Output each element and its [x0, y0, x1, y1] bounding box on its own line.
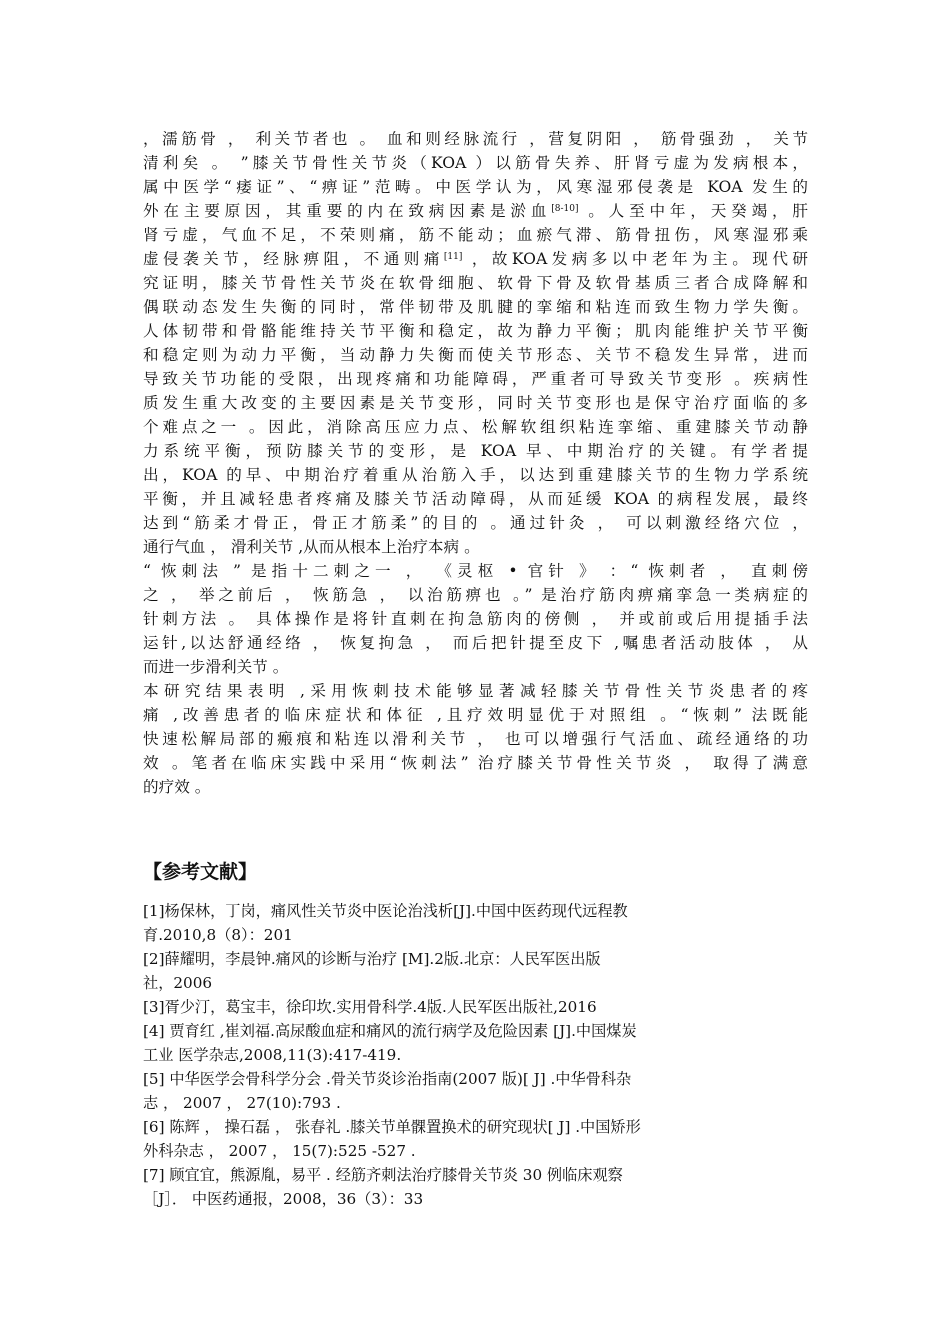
body-text-segment: 外在主要原因，其重要的内在致病因素是淤血 — [143, 202, 552, 220]
body-line: 肾亏虚，气血不足，不荣则痛，筋不能动；血瘀气滞、筋骨扭伤，风寒湿邪乘 — [143, 226, 808, 244]
body-text-segment: 。人至中年，天癸竭，肝 — [578, 202, 808, 220]
reference-line: [6] 陈辉 ， 操石磊 ， 张春礼 .膝关节单髁置换术的研究现状[ J] .中国矫形 — [143, 1118, 641, 1136]
body-line: 痛 ,改善患者的临床症状和体征 ,且疗效明显优于对照组 。“恢刺” 法既能 — [143, 706, 808, 724]
body-line: 之 ， 举之前后 ， 恢筋急 ， 以治筋痹也 。” 是治疗筋肉痹痛挛急一类病症的 — [143, 586, 808, 604]
reference-line: 志 ， 2007 ， 27(10):793 . — [143, 1094, 341, 1112]
reference-line: 工业 医学杂志,2008,11(3):417-419. — [143, 1046, 402, 1064]
citation-superscript: [11] — [443, 252, 463, 262]
body-line: 效 。笔者在临床实践中采用“恢刺法” 治疗膝关节骨性关节炎 ， 取得了满意 — [143, 754, 808, 772]
reference-line: 社，2006 — [143, 974, 213, 992]
references-heading: 【参考文献】 — [143, 861, 258, 883]
reference-line: [1]杨保林，丁岗，痛风性关节炎中医论治浅析[J].中国中医药现代远程教 — [143, 902, 628, 920]
body-line: 偶联动态发生失衡的同时，常伴韧带及肌腱的挛缩和粘连而致生物力学失衡。 — [143, 298, 808, 316]
body-line: 人体韧带和骨骼能维持关节平衡和稳定，故为静力平衡；肌肉能维护关节平衡 — [143, 322, 808, 340]
body-line: 究证明，膝关节骨性关节炎在软骨细胞、软骨下骨及软骨基质三者合成降解和 — [143, 274, 808, 292]
body-line: 清利矣 。 ”膝关节骨性关节炎（KOA ）以筋骨失养、肝肾亏虚为发病根本， — [143, 154, 808, 172]
reference-line: ［J］． 中医药通报，2008，36（3）：33 — [143, 1190, 424, 1208]
body-line: 运针,以达舒通经络 ， 恢复拘急 ， 而后把针提至皮下 ,嘱患者活动肢体 ， 从 — [143, 634, 808, 652]
reference-line: [3]胥少汀，葛宝丰，徐印坎.实用骨科学.4版.人民军医出版社,2016 — [143, 998, 597, 1016]
reference-line: [4] 贾育红 ,崔刘福.高尿酸血症和痛风的流行病学及危险因素 [J].中国煤炭 — [143, 1022, 637, 1040]
citation-superscript: [8-10] — [551, 204, 579, 214]
reference-line: 外科杂志 ， 2007 ， 15(7):525 -527 . — [143, 1142, 416, 1160]
body-line: 的疗效 。 — [143, 778, 211, 796]
body-line: 出，KOA 的早、中期治疗着重从治筋入手，以达到重建膝关节的生物力学系统 — [143, 466, 808, 484]
reference-line: [2]薛耀明，李晨钟.痛风的诊断与治疗 [M].2版.北京：人民军医出版 — [143, 950, 601, 968]
body-line: 而进一步滑利关节 。 — [143, 658, 289, 676]
body-line: 达到“筋柔才骨正，骨正才筋柔”的目的 。通过针灸 ， 可以刺激经络穴位 ， — [143, 514, 808, 532]
body-line: 导致关节功能的受限，出现疼痛和功能障碍，严重者可导致关节变形 。疾病性 — [143, 370, 808, 388]
reference-line: [5] 中华医学会骨科学分会 .骨关节炎诊治指南(2007 版)[ J] .中华骨科杂 — [143, 1070, 632, 1088]
reference-line: 育.2010,8（8）：201 — [143, 926, 293, 944]
body-line: 个难点之一 。因此，消除高压应力点、松解软组织粘连挛缩、重建膝关节动静 — [143, 418, 808, 436]
body-line: 快速松解局部的瘢痕和粘连以滑利关节 ， 也可以增强行气活血、疏经通络的功 — [143, 730, 808, 748]
body-line: 质发生重大改变的主要因素是关节变形，同时关节变形也是保守治疗面临的多 — [143, 394, 808, 412]
body-line: 平衡，并且减轻患者疼痛及膝关节活动障碍，从而延缓 KOA 的病程发展，最终 — [143, 490, 808, 508]
body-text-segment: 虚侵袭关节，经脉痹阻，不通则痛 — [143, 250, 444, 268]
body-line: 本研究结果表明 ,采用恢刺技术能够显著减轻膝关节骨性关节炎患者的疼 — [143, 682, 808, 700]
body-line: 针刺方法 。 具体操作是将针直刺在拘急筋肉的傍侧 ， 并或前或后用提插手法 — [143, 610, 808, 628]
body-line: 通行气血 ， 滑利关节 ,从而从根本上治疗本病 。 — [143, 538, 480, 556]
body-line — [143, 199, 808, 223]
reference-line: [7] 顾宜宜，熊源胤，易平 . 经筋齐刺法治疗膝骨关节炎 30 例临床观察 — [143, 1166, 623, 1184]
body-line: 属中医学“痿证”、“痹证”范畴。中医学认为，风寒湿邪侵袭是 KOA 发生的 — [143, 178, 808, 196]
body-line: “ 恢刺法 ” 是指十二刺之一 ， 《灵枢 • 官针 》 ：“ 恢刺者 ， 直刺傍 — [143, 562, 808, 580]
body-line — [143, 247, 808, 271]
body-line: ，濡筋骨 ， 利关节者也 。 血和则经脉流行 ，营复阴阳 ， 筋骨强劲 ， 关节 — [143, 130, 808, 148]
body-text-segment: ，故KOA发病多以中老年为主。现代研 — [462, 250, 808, 268]
body-line: 力系统平衡，预防膝关节的变形，是 KOA 早、中期治疗的关键。有学者提 — [143, 442, 808, 460]
body-line: 和稳定则为动力平衡，当动静力失衡而使关节形态、关节不稳发生异常，进而 — [143, 346, 808, 364]
